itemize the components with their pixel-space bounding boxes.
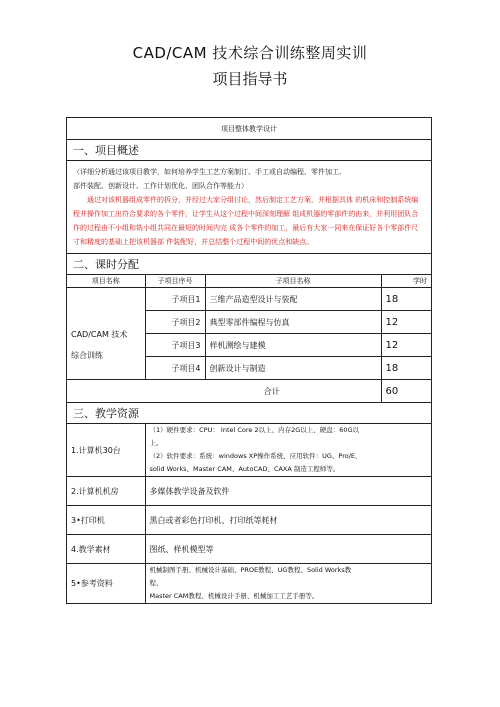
project-name-cell <box>67 288 145 380</box>
total-row <box>67 380 431 403</box>
resource-label: 2.计算机机房 <box>67 477 145 506</box>
document-subtitle: 项目指导书 <box>212 70 288 88</box>
overview-line-1: （详细分析通过该项目教学，如何培养学生工艺方案制订、手工或自动编程、零件加工、 <box>73 168 346 176</box>
resource-line: Master CAM教程、机械设计手册、机械加工工艺手册等。 <box>149 592 319 600</box>
resource-line: 机械制图手册、机械设计基础、PROE教程、UG教程、Solid Works教 <box>149 566 352 574</box>
resources-table-wrap <box>67 424 431 603</box>
subproject-name: 典型零部件编程与仿真 <box>205 311 381 334</box>
total-hours: 60 <box>381 380 431 403</box>
resource-label: 5•参考资料 <box>67 564 145 604</box>
section-resources-heading: 三、教学资源 <box>67 403 431 424</box>
header-hours: 学时 <box>381 275 431 288</box>
overview-red-paragraph: 通过对该机器组成零件的拆分，并经过大家分组讨论，然后制定工艺方案，并根据具体 的机床和控制系统编程并操作加工出符合要求的各个零件，让学生从这个过程中间深刻理解 组成机器的零部件的由来，并利用团队合作的过程由不小组和铣小组共同在最短的时间内完 成各个零件的加工，最后有大家一同来在保证好各个零部件尺寸和精度的基础上把该机器部 件装配好，并总结整个过程中间的优点和缺点。 <box>73 196 419 246</box>
resource-line: （2）软件要求：系统：windows XP操作系统、应用软件：UG、Pro/E、 <box>149 452 362 460</box>
overview-line-2: 部件装配、创新设计、工作计划优化、团队合作等能力） <box>73 182 248 190</box>
total-label: 合计 <box>67 380 381 403</box>
project-name-line1: CAD/CAM 技术 <box>71 329 128 339</box>
section-schedule-heading: 二、课时分配 <box>67 254 431 275</box>
subproject-number: 子项目2 <box>145 311 205 334</box>
table-row <box>67 288 431 311</box>
resource-line: 程、 <box>149 579 163 587</box>
resource-line: （1）硬件要求：CPU： Intel Core 2以上、内存2G以上、硬盘：60G以 <box>149 426 360 434</box>
subproject-number: 子项目4 <box>145 357 205 380</box>
subproject-hours: 18 <box>381 357 431 380</box>
table-row <box>67 535 431 564</box>
schedule-header-row <box>67 275 431 288</box>
resource-line: solid Works、Master CAM、AutoCAD、CAXA 制造工程师等。 <box>149 465 340 473</box>
schedule-table <box>67 275 431 402</box>
header-subproject-name: 子项目名称 <box>205 275 381 288</box>
subproject-hours: 12 <box>381 334 431 357</box>
subproject-number: 子项目3 <box>145 334 205 357</box>
subproject-name: 三维产品造型设计与装配 <box>205 288 381 311</box>
resource-detail <box>145 564 431 604</box>
resource-detail: 图纸、样机模型等 <box>145 535 431 564</box>
table-row <box>67 477 431 506</box>
table-row <box>67 506 431 535</box>
resources-table <box>67 424 431 603</box>
resource-line: 上。 <box>149 439 163 447</box>
subproject-name: 创新设计与制造 <box>205 357 381 380</box>
document-title: CAD/CAM 技术综合训练整周实训 <box>132 44 368 62</box>
table-row <box>67 564 431 604</box>
subproject-number: 子项目1 <box>145 288 205 311</box>
design-header: 项目整体教学设计 <box>67 118 431 140</box>
header-project-name: 项目名称 <box>67 275 145 288</box>
project-name-line2: 综合训练 <box>71 350 103 360</box>
table-row <box>67 424 431 477</box>
resource-label: 4.教学素材 <box>67 535 145 564</box>
resource-detail: 黑白或者彩色打印机、打印纸等耗材 <box>145 506 431 535</box>
resource-detail: 多媒体教学设备及软件 <box>145 477 431 506</box>
subproject-hours: 12 <box>381 311 431 334</box>
resource-detail <box>145 424 431 477</box>
subproject-name: 样机测绘与建模 <box>205 334 381 357</box>
overview-text <box>67 161 431 254</box>
subproject-hours: 18 <box>381 288 431 311</box>
resource-label: 3•打印机 <box>67 506 145 535</box>
section-overview-heading: 一、项目概述 <box>67 140 431 161</box>
instruction-document <box>66 117 432 604</box>
header-subproject-number: 子项目序号 <box>145 275 205 288</box>
resource-label: 1.计算机30台 <box>67 424 145 477</box>
schedule-table-wrap <box>67 275 431 403</box>
